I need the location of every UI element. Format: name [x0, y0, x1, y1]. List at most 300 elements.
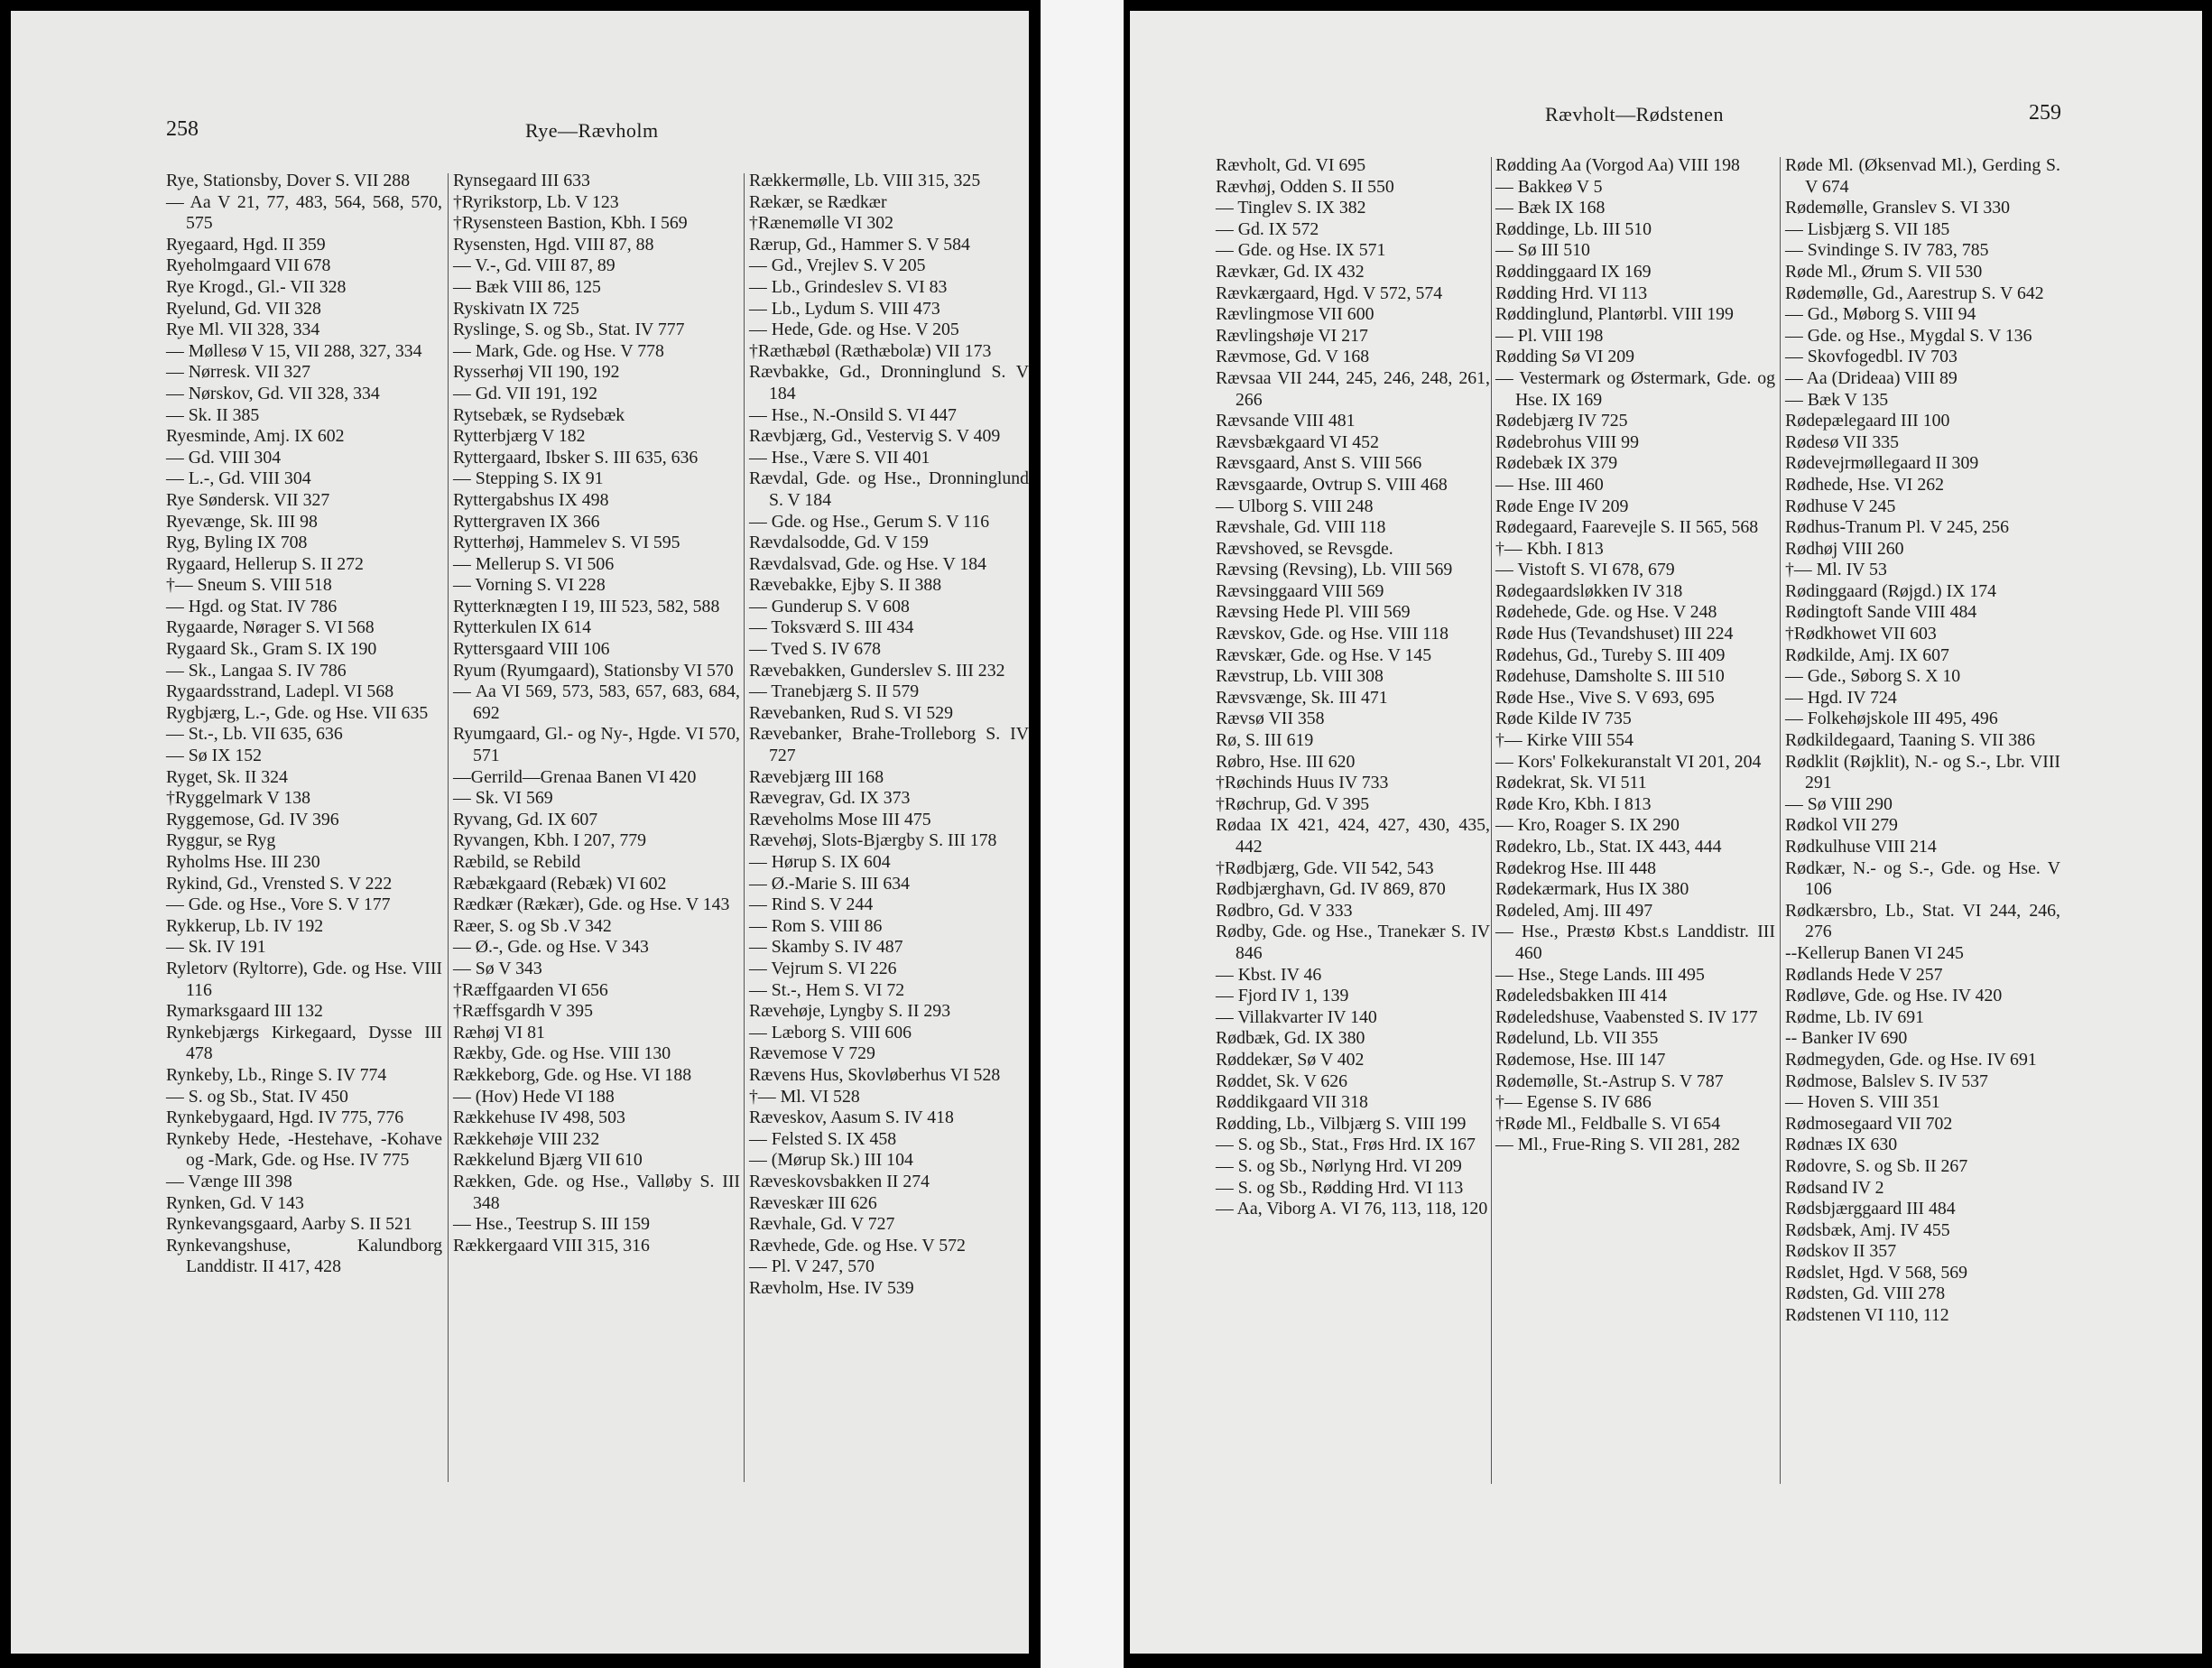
index-column	[166, 171, 442, 1278]
index-entry: — Nørskov, Gd. VII 328, 334	[166, 383, 380, 403]
index-entry: Ryttergaard, Ibsker S. III 635, 636	[453, 447, 699, 468]
index-entry: Rødingtoft Sande VIII 484	[1785, 602, 1977, 623]
index-entry: Rødinggaard (Røjgd.) IX 174	[1785, 580, 1997, 601]
index-entry: — Hørup S. IX 604	[749, 852, 891, 872]
index-entry: Røde Enge IV 209	[1495, 496, 1629, 516]
index-entry: Rye Ml. VII 328, 334	[166, 320, 320, 340]
index-entry: Rødmose, Balslev S. IV 537	[1785, 1070, 1988, 1091]
index-entry: Rødhus-Tranum Pl. V 245, 256	[1785, 517, 2010, 538]
index-entry: Rækkehøje VIII 232	[453, 1128, 600, 1149]
running-head: Rævholt—Rødstenen	[1545, 103, 1724, 125]
index-entry: — Gde. og Hse. IX 571	[1216, 240, 1386, 261]
index-entry: Ryttergabshus IX 498	[453, 489, 609, 510]
index-entry: — Gd. VII 191, 192	[453, 383, 598, 403]
index-entry: Rø, S. III 619	[1216, 730, 1314, 751]
index-entry: — Pl. VIII 198	[1495, 325, 1604, 346]
index-entry: Ryslinge, S. og Sb., Stat. IV 777	[453, 320, 685, 340]
index-entry: Rødevejrmøllegaard II 309	[1785, 453, 1979, 474]
index-entry: — Hede, Gde. og Hse. V 205	[749, 320, 959, 340]
index-entry: — Toksværd S. III 434	[749, 617, 914, 638]
index-entry: — Gd. IX 572	[1216, 218, 1319, 239]
index-entry: Rødovre, S. og Sb. II 267	[1785, 1155, 1968, 1176]
index-entry: Ræbild, se Rebild	[453, 852, 581, 872]
index-entry: Ryg, Byling IX 708	[166, 533, 308, 553]
index-entry: — Hse., Stege Lands. III 495	[1495, 964, 1705, 985]
index-entry: Rødbro, Gd. V 333	[1216, 900, 1353, 921]
index-entry: Ryevænge, Sk. III 98	[166, 511, 318, 532]
index-entry: —Gerrild—Grenaa Banen VI 420	[453, 766, 697, 787]
index-entry: †Rænemølle VI 302	[749, 213, 894, 234]
index-entry: — V.-, Gd. VIII 87, 89	[453, 255, 615, 276]
index-entry: Rævhale, Gd. V 727	[749, 1214, 895, 1235]
index-entry: — Svindinge S. IV 783, 785	[1785, 240, 1989, 261]
index-entry: Rødstenen VI 110, 112	[1785, 1305, 1949, 1326]
index-entry: Rævholt, Gd. VI 695	[1216, 155, 1366, 175]
index-entry: Ryvangen, Kbh. I 207, 779	[453, 830, 647, 851]
index-entry: Rødsten, Gd. VIII 278	[1785, 1283, 1946, 1304]
index-entry: Rynkevangsgaard, Aarby S. II 521	[166, 1214, 412, 1235]
index-entry: — Sø VIII 290	[1785, 793, 1893, 814]
index-entry: Rækkergaard VIII 315, 316	[453, 1235, 650, 1256]
index-entry: Ryggemose, Gd. IV 396	[166, 809, 339, 829]
index-entry: Rødhede, Hse. VI 262	[1785, 474, 1944, 495]
index-entry: Rødbæk, Gd. IX 380	[1216, 1028, 1365, 1049]
index-entry: — Sk. IV 191	[166, 937, 266, 958]
index-entry: Rævsande VIII 481	[1216, 411, 1356, 431]
index-entry: Rødekærmark, Hus IX 380	[1495, 879, 1689, 900]
index-entry: Rynsegaard III 633	[453, 171, 590, 190]
index-entry: Røddinge, Lb. III 510	[1495, 218, 1652, 239]
index-entry: — Gd., Vrejlev S. V 205	[749, 255, 926, 276]
index-entry: Rækkermølle, Lb. VIII 315, 325	[749, 171, 981, 190]
index-entry: †Røde Ml., Feldballe S. VI 654	[1495, 1113, 1721, 1134]
index-entry: Rævebakke, Ejby S. II 388	[749, 575, 942, 596]
index-entry: — Rind S. V 244	[749, 894, 874, 915]
index-entry: Rødehus, Gd., Tureby S. III 409	[1495, 644, 1726, 665]
index-entry: Rødsbæk, Amj. IV 455	[1785, 1219, 1950, 1240]
index-entry: — Bæk VIII 86, 125	[453, 276, 601, 297]
index-entry: Rævebjærg III 168	[749, 766, 884, 787]
index-column	[1495, 155, 1775, 1156]
index-entry: Rævdalsodde, Gd. V 159	[749, 533, 929, 553]
book-gutter	[1041, 0, 1124, 1668]
index-entry: Røddikgaard VII 318	[1216, 1092, 1368, 1113]
index-entry: Rynkevangshuse, Kalundborg Landdistr. II 417, 428	[166, 1235, 442, 1277]
running-head: Rye—Rævholm	[525, 119, 659, 142]
index-entry: Rysensten, Hgd. VIII 87, 88	[453, 234, 654, 255]
index-entry: Rytterknægten I 19, III 523, 582, 588	[453, 596, 720, 616]
index-entry: Røddet, Sk. V 626	[1216, 1070, 1348, 1091]
index-entry: Rødelund, Lb. VII 355	[1495, 1028, 1659, 1049]
index-entry: Rynken, Gd. V 143	[166, 1192, 304, 1213]
index-entry: — Lb., Grindeslev S. VI 83	[749, 276, 948, 297]
index-entry: Rødkilde, Amj. IX 607	[1785, 644, 1949, 665]
index-entry: — Gde. og Hse., Gerum S. V 116	[749, 511, 990, 532]
index-entry: — S. og Sb., Nørlyng Hrd. VI 209	[1216, 1155, 1462, 1176]
index-entry: — (Hov) Hede VI 188	[453, 1086, 615, 1107]
index-entry: — Hse. III 460	[1495, 474, 1604, 495]
index-entry: Rødding, Lb., Vilbjærg S. VIII 199	[1216, 1113, 1467, 1134]
index-entry: — Møllesø V 15, VII 288, 327, 334	[166, 340, 422, 361]
index-entry: Rødløve, Gde. og Hse. IV 420	[1785, 986, 2003, 1006]
index-entry: — Vestermark og Østermark, Gde. og Hse. IX 169	[1495, 367, 1775, 410]
index-entry: — Stepping S. IX 91	[453, 468, 604, 489]
index-entry: Rækkeborg, Gde. og Hse. VI 188	[453, 1064, 692, 1085]
index-entry: Rævskov, Gde. og Hse. VIII 118	[1216, 624, 1449, 644]
index-entry: — Kors' Folkekuranstalt VI 201, 204	[1495, 751, 1762, 772]
index-entry: Rævlingmose VII 600	[1216, 304, 1374, 325]
index-entry: Rygaarde, Nørager S. VI 568	[166, 617, 375, 638]
index-entry: †Rødkhowet VII 603	[1785, 624, 1937, 644]
index-entry: †Ryggelmark V 138	[166, 788, 311, 809]
index-column	[1216, 155, 1490, 1220]
index-entry: Rytterhøj, Hammelev S. VI 595	[453, 533, 680, 553]
index-entry: †— Ml. VI 528	[749, 1086, 860, 1107]
index-entry: Ryggur, se Ryg	[166, 830, 276, 851]
index-entry: — Lisbjærg S. VII 185	[1785, 218, 1950, 239]
index-entry: Rædkær (Rækær), Gde. og Hse. V 143	[453, 894, 730, 915]
index-entry: Røde Kro, Kbh. I 813	[1495, 793, 1652, 814]
index-entry: Rygaard, Hellerup S. II 272	[166, 553, 364, 574]
index-column	[1785, 155, 2060, 1327]
index-entry: †Røchinds Huus IV 733	[1216, 773, 1389, 793]
index-entry: Rækby, Gde. og Hse. VIII 130	[453, 1043, 671, 1064]
index-entry: Rødehuse, Damsholte S. III 510	[1495, 666, 1725, 687]
index-entry: — Kbst. IV 46	[1216, 964, 1322, 985]
index-entry: Rødemølle, Gd., Aarestrup S. V 642	[1785, 283, 2044, 303]
index-entry: — Mark, Gde. og Hse. V 778	[453, 340, 664, 361]
index-entry: Rødme, Lb. IV 691	[1785, 1006, 1925, 1027]
index-entry: †— Egense S. IV 686	[1495, 1092, 1652, 1113]
index-entry: Rødaa IX 421, 424, 427, 430, 435, 442	[1216, 815, 1490, 857]
index-entry: — Hse., Præstø Kbst.s Landdistr. III 460	[1495, 922, 1775, 963]
index-entry: Rødehede, Gde. og Hse. V 248	[1495, 602, 1717, 623]
index-entry: Ryvang, Gd. IX 607	[453, 809, 598, 829]
index-entry: Rævdalsvad, Gde. og Hse. V 184	[749, 553, 987, 574]
index-entry: Rævehøj, Slots-Bjærgby S. III 178	[749, 830, 997, 851]
index-entry: Rævholm, Hse. IV 539	[749, 1277, 914, 1298]
index-entry: †— Kirke VIII 554	[1495, 730, 1634, 751]
index-entry: — Sø III 510	[1495, 240, 1590, 261]
index-entry: Rødmosegaard VII 702	[1785, 1113, 1953, 1134]
left-page	[11, 11, 1029, 1654]
index-entry: Ræveholms Mose III 475	[749, 809, 931, 829]
index-entry: — Skovfogedbl. IV 703	[1785, 347, 1957, 367]
index-entry: Rødding Aa (Vorgod Aa) VIII 198	[1495, 155, 1740, 175]
index-entry: — Tranebjærg S. II 579	[749, 681, 920, 702]
index-entry: Rødekrat, Sk. VI 511	[1495, 773, 1647, 793]
index-entry: Rævdal, Gde. og Hse., Dronninglund S. V 184	[749, 468, 1029, 510]
index-entry: — Sk. II 385	[166, 404, 260, 425]
index-entry: — S. og Sb., Stat. IV 450	[166, 1086, 348, 1107]
index-entry: — Aa (Drideaa) VIII 89	[1785, 367, 1957, 388]
index-entry: Rævegrav, Gd. IX 373	[749, 788, 911, 809]
index-entry: Rynkebygaard, Hgd. IV 775, 776	[166, 1107, 404, 1128]
index-entry: Rynkebjærgs Kirkegaard, Dysse III 478	[166, 1022, 442, 1064]
index-entry: — Skamby S. IV 487	[749, 937, 903, 958]
index-entry: Rævmose, Gd. V 168	[1216, 347, 1370, 367]
index-entry: Rødeledshuse, Vaabensted S. IV 177	[1495, 1006, 1758, 1027]
index-entry: — Kro, Roager S. IX 290	[1495, 815, 1680, 836]
index-entry: Rødesø VII 335	[1785, 431, 1900, 452]
column-rule	[1491, 157, 1492, 1484]
index-entry: — Tinglev S. IX 382	[1216, 198, 1366, 218]
index-entry: — Læborg S. VIII 606	[749, 1022, 912, 1042]
index-entry: Ryumgaard, Gl.- og Ny-, Hgde. VI 570, 571	[453, 724, 740, 766]
index-entry: Rødebrohus VIII 99	[1495, 431, 1639, 452]
right-page	[1130, 11, 2202, 1654]
index-entry: Rødslet, Hgd. V 568, 569	[1785, 1262, 1968, 1283]
index-entry: Rævsing (Revsing), Lb. VIII 569	[1216, 560, 1453, 580]
index-entry: †Ræffsgardh V 395	[453, 1001, 593, 1022]
index-entry: Rødkildegaard, Taaning S. VII 386	[1785, 730, 2035, 751]
column-rule	[448, 173, 449, 1482]
index-entry: Rynkeby, Lb., Ringe S. IV 774	[166, 1064, 387, 1085]
index-entry: Rye Krogd., Gl.- VII 328	[166, 276, 347, 297]
index-entry: — Ulborg S. VIII 248	[1216, 496, 1374, 516]
index-entry: Rødkærsbro, Lb., Stat. VI 244, 246, 276	[1785, 900, 2060, 942]
index-entry: Rævsø VII 358	[1216, 709, 1325, 729]
index-entry: †Ryrikstorp, Lb. V 123	[453, 191, 619, 212]
index-entry: Rødebæk IX 379	[1495, 453, 1618, 474]
column-rule	[744, 173, 745, 1482]
index-entry: Røddekær, Sø V 402	[1216, 1049, 1365, 1070]
index-entry: Røddinglund, Plantørbl. VIII 199	[1495, 304, 1734, 325]
index-entry: — Gunderup S. V 608	[749, 596, 910, 616]
index-entry: --Kellerup Banen VI 245	[1785, 942, 1964, 963]
index-entry: — S. og Sb., Rødding Hrd. VI 113	[1216, 1177, 1464, 1198]
index-entry: Rytsebæk, se Rydsebæk	[453, 404, 625, 425]
page-number: 259	[2029, 101, 2061, 125]
index-entry: — Rom S. VIII 86	[749, 915, 883, 936]
index-entry: -- Banker IV 690	[1785, 1028, 1908, 1049]
index-entry: Rævhøj, Odden S. II 550	[1216, 176, 1394, 197]
index-entry: Rytterbjærg V 182	[453, 426, 586, 447]
index-entry: Rytterkulen IX 614	[453, 617, 592, 638]
index-entry: — Aa V 21, 77, 483, 564, 568, 570, 575	[166, 191, 442, 234]
index-entry: †— Sneum S. VIII 518	[166, 575, 332, 596]
index-entry: Rækær, se Rædkær	[749, 191, 887, 212]
index-entry: — Vejrum S. VI 226	[749, 958, 897, 978]
index-entry: — Sø IX 152	[166, 746, 263, 766]
index-entry: — Vorning S. VI 228	[453, 575, 606, 596]
index-entry: Ræhøj VI 81	[453, 1022, 545, 1042]
index-entry: Rødhøj VIII 260	[1785, 538, 1904, 559]
index-entry: Rævstrup, Lb. VIII 308	[1216, 666, 1384, 687]
index-entry: — Gde. og Hse., Mygdal S. V 136	[1785, 325, 2032, 346]
index-entry: Rævlingshøje VI 217	[1216, 325, 1368, 346]
index-entry: — Tved S. IV 678	[749, 639, 881, 660]
index-entry: Røde Ml. (Øksenvad Ml.), Gerding S. V 674	[1785, 155, 2060, 197]
index-entry: — Sk., Langaa S. IV 786	[166, 660, 347, 681]
index-entry: — S. og Sb., Stat., Frøs Hrd. IX 167	[1216, 1135, 1476, 1155]
index-entry: Rævsgaard, Anst S. VIII 566	[1216, 453, 1422, 474]
index-entry: Rødbjærghavn, Gd. IV 869, 870	[1216, 879, 1446, 900]
index-entry: Røde Kilde IV 735	[1495, 709, 1632, 729]
index-entry: — Ø.-Marie S. III 634	[749, 873, 910, 894]
index-entry: — Sk. VI 569	[453, 788, 553, 809]
index-entry: Rødby, Gde. og Hse., Tranekær S. IV 846	[1216, 922, 1490, 963]
index-entry: — Vistoft S. VI 678, 679	[1495, 560, 1675, 580]
index-entry: Ryegaard, Hgd. II 359	[166, 234, 326, 255]
index-entry: Ryeholmgaard VII 678	[166, 255, 331, 276]
index-entry: Rødekro, Lb., Stat. IX 443, 444	[1495, 837, 1722, 857]
index-entry: Rævens Hus, Skovløberhus VI 528	[749, 1064, 1001, 1085]
index-entry: Rygbjærg, L.-, Gde. og Hse. VII 635	[166, 702, 429, 723]
index-entry: Rævbakke, Gd., Dronninglund S. V 184	[749, 362, 1029, 403]
index-entry: Røbro, Hse. III 620	[1216, 751, 1356, 772]
index-entry: Rye Søndersk. VII 327	[166, 489, 330, 510]
index-entry: Røddinggaard IX 169	[1495, 261, 1652, 282]
index-entry: Rødkulhuse VIII 214	[1785, 837, 1937, 857]
index-entry: — L.-, Gd. VIII 304	[166, 468, 311, 489]
index-entry: Rygaard Sk., Gram S. IX 190	[166, 639, 377, 660]
index-entry: — Vænge III 398	[166, 1171, 292, 1191]
index-entry: Rævehøje, Lyngby S. II 293	[749, 1001, 951, 1022]
index-entry: Rævebakken, Gunderslev S. III 232	[749, 660, 1005, 681]
index-entry: — Sø V 343	[453, 958, 542, 978]
index-entry: Rødsbjærggaard III 484	[1785, 1199, 1956, 1219]
index-entry: Rækken, Gde. og Hse., Valløby S. III 348	[453, 1171, 740, 1213]
index-entry: Rævsgaarde, Ovtrup S. VIII 468	[1216, 474, 1448, 495]
index-entry: — Ø.-, Gde. og Hse. V 343	[453, 937, 649, 958]
index-entry: — Lb., Lydum S. VIII 473	[749, 298, 940, 319]
index-entry: — Hse., Teestrup S. III 159	[453, 1214, 651, 1235]
index-entry: — Ml., Frue-Ring S. VII 281, 282	[1495, 1135, 1741, 1155]
index-entry: †— Kbh. I 813	[1495, 538, 1604, 559]
index-entry: — Hse., Være S. VII 401	[749, 447, 930, 468]
index-entry: — Gd. VIII 304	[166, 447, 282, 468]
index-entry: Rævsbækgaard VI 452	[1216, 431, 1379, 452]
column-rule	[1780, 157, 1781, 1484]
index-entry: Rævsinggaard VIII 569	[1216, 580, 1384, 601]
index-entry: Rødskov II 357	[1785, 1241, 1897, 1262]
index-entry: Rynkeby Hede, -Hestehave, -Kohave og -Mark, Gde. og Hse. IV 775	[166, 1128, 442, 1171]
index-entry: †Ræthæbøl (Ræthæbolæ) VII 173	[749, 340, 992, 361]
index-entry: — Gde. og Hse., Vore S. V 177	[166, 894, 391, 915]
index-entry: Rævebanken, Rud S. VI 529	[749, 702, 954, 723]
index-entry: Rævskær, Gde. og Hse. V 145	[1216, 644, 1432, 665]
index-entry: Rødnæs IX 630	[1785, 1135, 1898, 1155]
index-column	[453, 171, 740, 1256]
index-entry: Rødding Sø VI 209	[1495, 347, 1635, 367]
index-entry: Rykind, Gd., Vrensted S. V 222	[166, 873, 393, 894]
index-entry: Rævemose V 729	[749, 1043, 875, 1064]
index-entry: Ryletorv (Ryltorre), Gde. og Hse. VIII 116	[166, 958, 442, 1000]
index-entry: Rødegaardsløkken IV 318	[1495, 580, 1683, 601]
index-entry: †Røchrup, Gd. V 395	[1216, 793, 1370, 814]
index-entry: — Hgd. IV 724	[1785, 687, 1897, 708]
index-entry: Rødeled, Amj. III 497	[1495, 900, 1653, 921]
index-entry: Rævbjærg, Gd., Vestervig S. V 409	[749, 426, 1001, 447]
index-entry: Ræveskovsbakken II 274	[749, 1171, 930, 1191]
index-entry: Rødekrog Hse. III 448	[1495, 857, 1656, 878]
index-entry: Rødsand IV 2	[1785, 1177, 1884, 1198]
index-entry: †Rødbjærg, Gde. VII 542, 543	[1216, 857, 1434, 878]
index-entry: Rødklit (Røjklit), N.- og S.-, Lbr. VIII 291	[1785, 751, 2060, 793]
index-entry: Rævsaa VII 244, 245, 246, 248, 261, 266	[1216, 367, 1490, 410]
index-entry: Ryget, Sk. II 324	[166, 766, 288, 787]
index-entry: Rødmegyden, Gde. og Hse. IV 691	[1785, 1049, 2037, 1070]
index-entry: Ræer, S. og Sb .V 342	[453, 915, 612, 936]
index-entry: Rækkelund Bjærg VII 610	[453, 1150, 643, 1171]
index-entry: — (Mørup Sk.) III 104	[749, 1150, 913, 1171]
index-entry: Rævebanker, Brahe-Trolleborg S. IV 727	[749, 724, 1029, 766]
index-entry: Ryum (Ryumgaard), Stationsby VI 570	[453, 660, 734, 681]
index-entry: Ryskivatn IX 725	[453, 298, 579, 319]
index-entry: Rævshoved, se Revsgde.	[1216, 538, 1393, 559]
index-entry: Rødebjærg IV 725	[1495, 411, 1628, 431]
index-entry: — Pl. V 247, 570	[749, 1256, 875, 1277]
index-entry: Rækkehuse IV 498, 503	[453, 1107, 625, 1128]
index-entry: Rymarksgaard III 132	[166, 1001, 323, 1022]
index-entry: — St.-, Lb. VII 635, 636	[166, 724, 343, 745]
index-entry: Ryesminde, Amj. IX 602	[166, 426, 345, 447]
index-entry: — Aa VI 569, 573, 583, 657, 683, 684, 692	[453, 681, 740, 723]
index-entry: Rødlands Hede V 257	[1785, 964, 1943, 985]
index-entry: Ræveskov, Aasum S. IV 418	[749, 1107, 954, 1128]
index-entry: Rygaardsstrand, Ladepl. VI 568	[166, 681, 394, 702]
index-entry: Røde Hse., Vive S. V 693, 695	[1495, 687, 1715, 708]
index-entry: Rødkol VII 279	[1785, 815, 1898, 836]
index-entry: Rævhede, Gde. og Hse. V 572	[749, 1235, 966, 1256]
index-entry: Rødemølle, Granslev S. VI 330	[1785, 198, 2011, 218]
index-entry: — Mellerup S. VI 506	[453, 553, 615, 574]
index-entry: Rødkær, N.- og S.-, Gde. og Hse. V 106	[1785, 857, 2060, 900]
index-entry: Rævkærgaard, Hgd. V 572, 574	[1216, 283, 1443, 303]
index-entry: Rødemose, Hse. III 147	[1495, 1049, 1666, 1070]
index-entry: — Hoven S. VIII 351	[1785, 1092, 1940, 1113]
index-entry: — Hse., N.-Onsild S. VI 447	[749, 404, 957, 425]
index-entry: Ræveskær III 626	[749, 1192, 877, 1213]
index-entry: Ryholms Hse. III 230	[166, 852, 320, 872]
index-entry: — Folkehøjskole III 495, 496	[1785, 709, 1998, 729]
index-entry: — Hgd. og Stat. IV 786	[166, 596, 338, 616]
index-entry: — St.-, Hem S. VI 72	[749, 979, 905, 1000]
index-entry: — Bæk V 135	[1785, 389, 1889, 410]
index-entry: Ryelund, Gd. VII 328	[166, 298, 321, 319]
index-entry: — Bæk IX 168	[1495, 198, 1606, 218]
index-entry: — Gd., Møborg S. VIII 94	[1785, 304, 1976, 325]
index-entry: Ræbækgaard (Rebæk) VI 602	[453, 873, 667, 894]
index-entry: Rævsing Hede Pl. VIII 569	[1216, 602, 1411, 623]
index-entry: Røde Hus (Tevandshuset) III 224	[1495, 624, 1734, 644]
index-entry: †Rysensteen Bastion, Kbh. I 569	[453, 213, 688, 234]
index-entry: Rærup, Gd., Hammer S. V 584	[749, 234, 970, 255]
index-entry: — Gde., Søborg S. X 10	[1785, 666, 1961, 687]
index-entry: — Aa, Viborg A. VI 76, 113, 118, 120	[1216, 1199, 1488, 1219]
index-entry: Røde Ml., Ørum S. VII 530	[1785, 261, 1983, 282]
index-entry: Rødemølle, St.-Astrup S. V 787	[1495, 1070, 1724, 1091]
index-entry: — Felsted S. IX 458	[749, 1128, 897, 1149]
index-entry: Rævshale, Gd. VIII 118	[1216, 517, 1386, 538]
index-entry: — Nørresk. VII 327	[166, 362, 311, 383]
index-entry: Rødeledsbakken III 414	[1495, 986, 1668, 1006]
page-number: 258	[166, 117, 199, 141]
index-entry: Rødhuse V 245	[1785, 496, 1896, 516]
index-entry: Rævkær, Gd. IX 432	[1216, 261, 1365, 282]
index-entry: — Villakvarter IV 140	[1216, 1006, 1377, 1027]
index-entry: Ryttergraven IX 366	[453, 511, 600, 532]
index-entry: †Ræffgaarden VI 656	[453, 979, 608, 1000]
index-entry: †— Ml. IV 53	[1785, 560, 1887, 580]
index-entry: Ryttersgaard VIII 106	[453, 639, 610, 660]
index-entry: Rødegaard, Faarevejle S. II 565, 568	[1495, 517, 1759, 538]
index-entry: Rye, Stationsby, Dover S. VII 288	[166, 171, 411, 190]
index-entry: Rykkerup, Lb. IV 192	[166, 915, 324, 936]
index-entry: Rysserhøj VII 190, 192	[453, 362, 620, 383]
index-entry: Rødding Hrd. VI 113	[1495, 283, 1648, 303]
